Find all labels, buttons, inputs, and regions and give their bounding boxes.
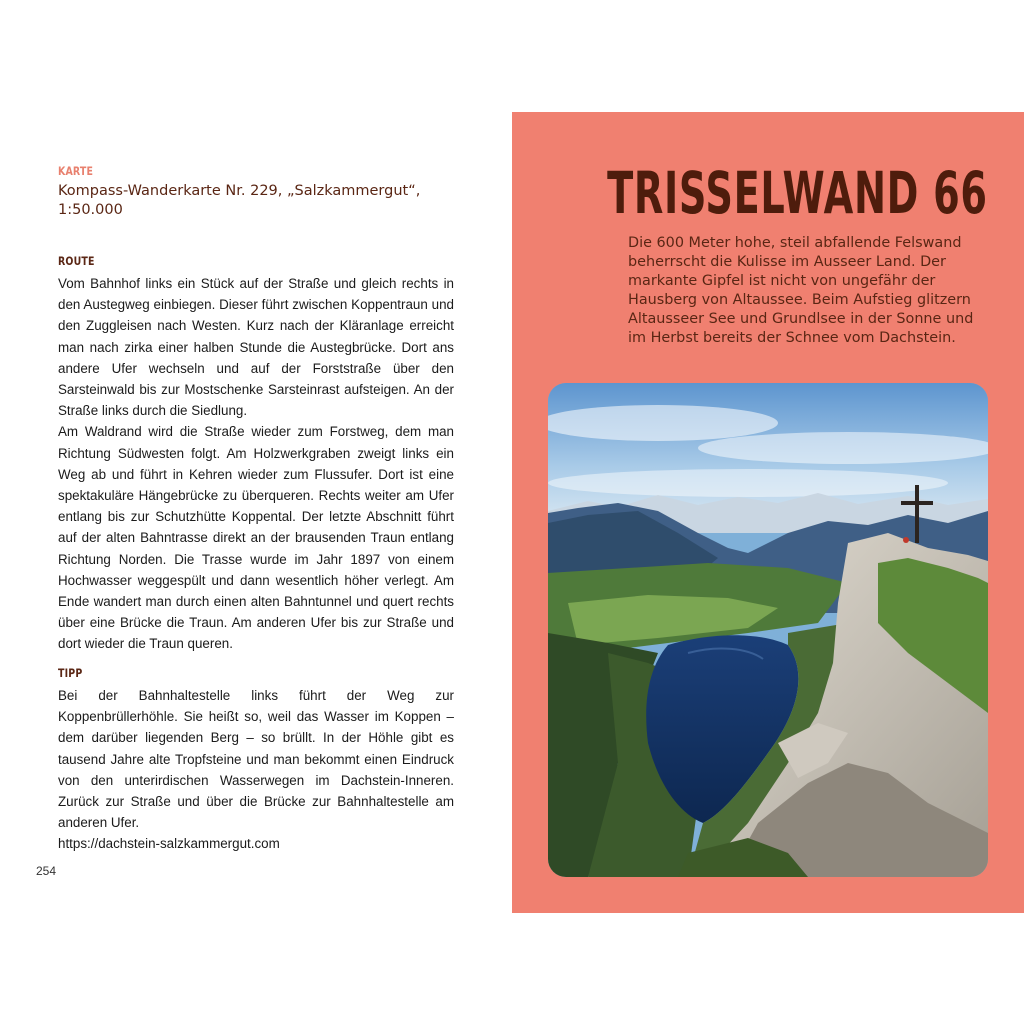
tipp-link: https://dachstein-salzkammergut.com bbox=[58, 836, 280, 852]
intro-text: Die 600 Meter hohe, steil abfallende Felswand beherrscht die Kulisse im Ausseer Land. Der markante Gipfel ist nicht von ungefähr der Hausberg von Altaussee. Beim Aufstieg glitzern Altausseer See und Grundlsee in der Sonne und im Herbst bereits der Schnee vom Dachstein. bbox=[628, 235, 974, 346]
tour-title: TRISSELWAND 66 bbox=[607, 159, 988, 227]
mountain-photo bbox=[548, 383, 988, 877]
page-number: 254 bbox=[36, 864, 57, 878]
tipp-body bbox=[58, 685, 454, 855]
tipp-paragraph: Bei der Bahnhaltestelle links führt der Weg zur Koppenbrüllerhöhle. Sie heißt so, weil das Wasser im Koppen – dem darüber liegenden Berg – so brüllt. In der Höhle gibt es tausend Jahre alte Tropfsteine und man bekommt einen Eindruck von den unterirdischen Wasserwegen im Dachstein-Inneren. Zurück zur Straße und über die Brücke zur Bahnhaltestelle am anderen Ufer. bbox=[58, 688, 454, 831]
route-heading: ROUTE bbox=[58, 254, 95, 268]
right-page bbox=[512, 112, 1024, 913]
route-paragraph: Am Waldrand wird die Straße wieder zum Forstweg, dem man Richtung Südwesten folgt. Am Holzwerkgraben zweigt links ein Weg ab und führt in Kehren wieder zum Flussufer. Dort ist eine spektakuläre Hängebrücke zu überqueren. Rechts weiter am Ufer entlang bis zur Schutzhütte Koppental. Der letzte Abschnitt führt auf der alten Bahntrasse direkt an der brausenden Traun entlang Richtung Norden. Die Trasse wurde im Jahr 1897 von einem Hochwasser weggespült und dann wesentlich höher verlegt. Am Ende wandert man durch einen alten Bahntunnel und quert rechts über eine Brücke die Traun. Am anderen Ufer bis zur Straße und dort wieder die Traun queren. bbox=[58, 424, 454, 652]
karte-heading: KARTE bbox=[58, 164, 94, 178]
mountain-lake-illustration bbox=[548, 383, 988, 877]
route-paragraph: Vom Bahnhof links ein Stück auf der Straße und gleich rechts in den Austegweg einbiegen. Dieser führt zwischen Koppentraun und den Zuggleisen nach Westen. Kurz nach der Kläranlage erreicht man nach zirka einer halben Stunde die Austegbrücke. Dort ans andere Ufer wechseln und auf der Forststraße über den Sarsteinwald bis zur Mostschenke Sarsteinrast aufsteigen. An der Straße links durch die Siedlung. bbox=[58, 276, 454, 419]
tipp-heading: TIPP bbox=[58, 666, 83, 680]
route-body bbox=[58, 273, 454, 655]
karte-text: Kompass-Wanderkarte Nr. 229, „Salzkammergut“, 1:50.000 bbox=[58, 183, 421, 218]
